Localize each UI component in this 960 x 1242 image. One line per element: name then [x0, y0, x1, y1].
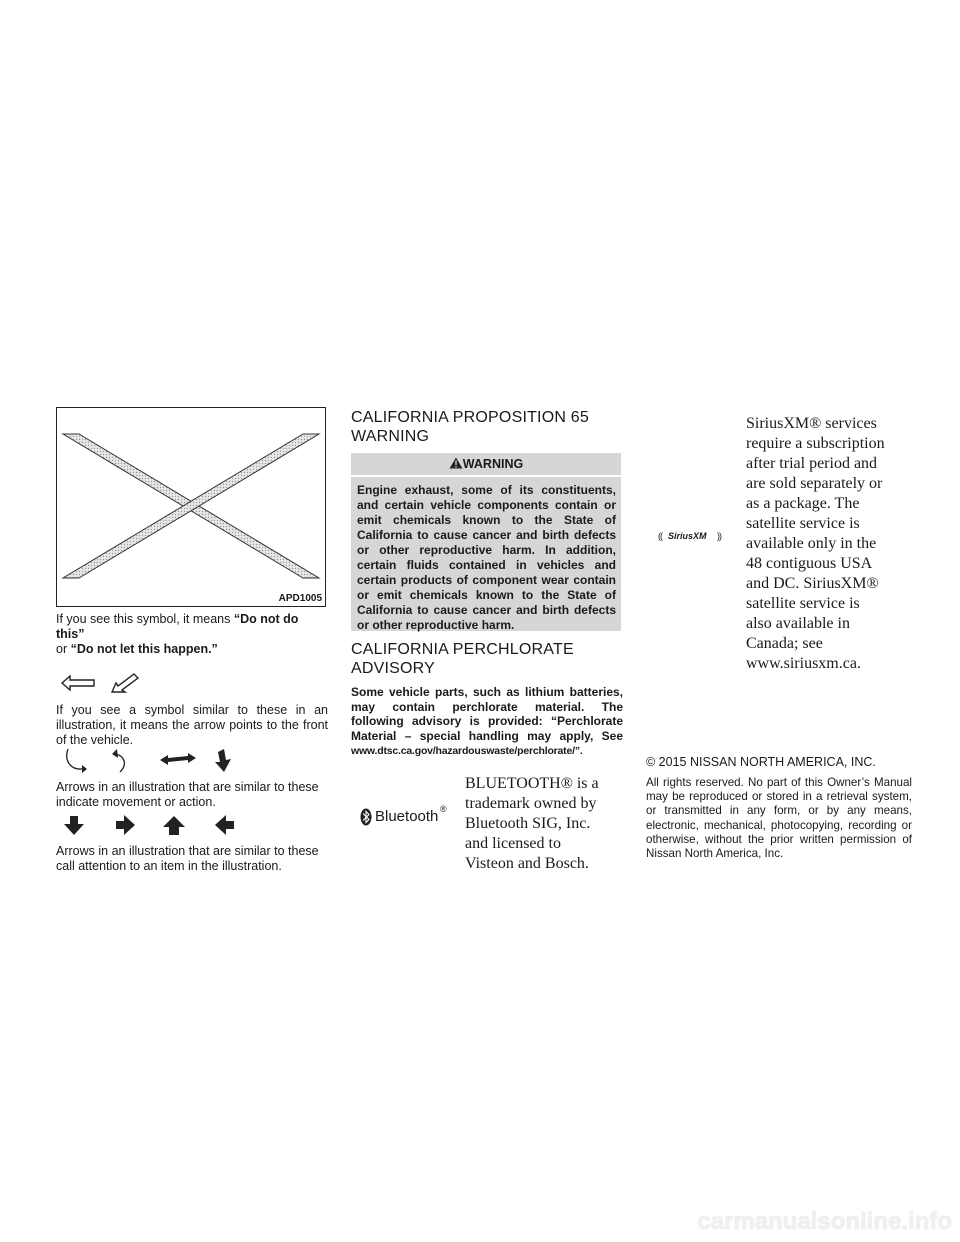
bluetooth-text: [465, 774, 625, 874]
watermark: carmanualsonline.info: [697, 1208, 952, 1235]
rights-text: All rights reserved. No part of this Owner’s Manual may be reproduced or stored in a retrieval system, or transmitted in any form, or by any means, electronic, mechanical, photocopying, recording or otherwise, without the prior written permission of Nissan North America, Inc.: [646, 776, 912, 861]
bluetooth-line: Bluetooth SIG, Inc.: [465, 815, 591, 832]
symbol-text-bold1: “Do not do this”: [56, 612, 299, 641]
siriusxm-line: require a subscription: [746, 435, 885, 452]
bluetooth-icon: [360, 808, 372, 826]
symbol-text-lead: If you see this symbol, it means: [56, 612, 234, 626]
siriusxm-line: as a package. The: [746, 495, 860, 512]
prop65-heading: [351, 408, 623, 446]
cross-x-icon: [57, 408, 325, 606]
siriusxm-line: are sold separately or: [746, 475, 883, 492]
perchlorate-heading-line1: CALIFORNIA PERCHLORATE: [351, 641, 574, 658]
bluetooth-logo: [360, 806, 450, 828]
perchlorate-heading: [351, 640, 623, 678]
siriusxm-logo-text: SiriusXM: [668, 531, 707, 541]
do-not-symbol-figure: [56, 407, 326, 607]
siriusxm-line: satellite service is: [746, 595, 860, 612]
perchlorate-body: [351, 685, 623, 759]
siriusxm-text: [746, 414, 936, 674]
perchlorate-text: Some vehicle parts, such as lithium batteries, may contain perchlorate material. The following advisory is provided: “Perchlorate Material – special handling may apply, See: [351, 685, 623, 743]
figure-label: APD1005: [278, 593, 322, 604]
siriusxm-line: also available in: [746, 615, 850, 632]
warning-title: WARNING: [462, 457, 524, 471]
siriusxm-line: Canada; see: [746, 635, 823, 652]
bluetooth-logo-text: Bluetooth: [375, 808, 439, 825]
warning-body: Engine exhaust, some of its constituents, and certain vehicle components contain or emit chemicals known to the State of California to cause cancer and birth defects or other reproductive harm. In addition, certain fluids contained in vehicles and certain products of component wear contain or emit chemicals known to the State of California to cause cancer and birth defects or other reproductive harm.: [357, 483, 616, 632]
prop65-heading-line1: CALIFORNIA PROPOSITION 65: [351, 409, 589, 426]
front-arrows-icon: [58, 670, 148, 696]
copyright-line: © 2015 NISSAN NORTH AMERICA, INC.: [646, 755, 876, 769]
front-arrows-text: If you see a symbol similar to these in an illustration, it means the arrow points to the front of the vehicle.: [56, 703, 328, 747]
siriusxm-line: available only in the: [746, 535, 877, 552]
siriusxm-line: after trial period and: [746, 455, 878, 472]
bluetooth-line: BLUETOOTH® is a: [465, 775, 599, 792]
prop65-heading-line2: WARNING: [351, 428, 430, 445]
symbol-text-bold2: “Do not let this happen.”: [70, 642, 218, 656]
siriusxm-line: satellite service is: [746, 515, 860, 532]
siriusxm-line: and DC. SiriusXM®: [746, 575, 879, 592]
signal-waves-left-icon: ((: [658, 531, 662, 541]
siriusxm-line: www.siriusxm.ca.: [746, 655, 861, 672]
signal-waves-right-icon: )): [717, 531, 721, 541]
symbol-explanation: [56, 612, 328, 657]
attention-arrows-text: Arrows in an illustration that are similar to these call attention to an item in the illustration.: [56, 844, 319, 873]
bluetooth-line: and licensed to: [465, 835, 561, 852]
attention-arrows-icon: [64, 814, 244, 838]
siriusxm-logo: [658, 531, 730, 545]
perchlorate-url: www.dtsc.ca.gov/hazardouswaste/perchlorate/”.: [351, 745, 583, 757]
symbol-text-or: or: [56, 642, 71, 656]
warning-triangle-icon: [449, 457, 463, 469]
bluetooth-line: trademark owned by: [465, 795, 597, 812]
warning-header: [351, 453, 621, 477]
siriusxm-line: SiriusXM® services: [746, 415, 877, 432]
siriusxm-line: 48 contiguous USA: [746, 555, 873, 572]
bluetooth-logo-mark: ®: [440, 804, 447, 814]
movement-arrows-icon: [60, 746, 240, 774]
warning-box: [351, 453, 621, 631]
perchlorate-heading-line2: ADVISORY: [351, 660, 435, 677]
bluetooth-line: Visteon and Bosch.: [465, 855, 589, 872]
movement-arrows-text: Arrows in an illustration that are similar to these indicate movement or action.: [56, 780, 319, 809]
